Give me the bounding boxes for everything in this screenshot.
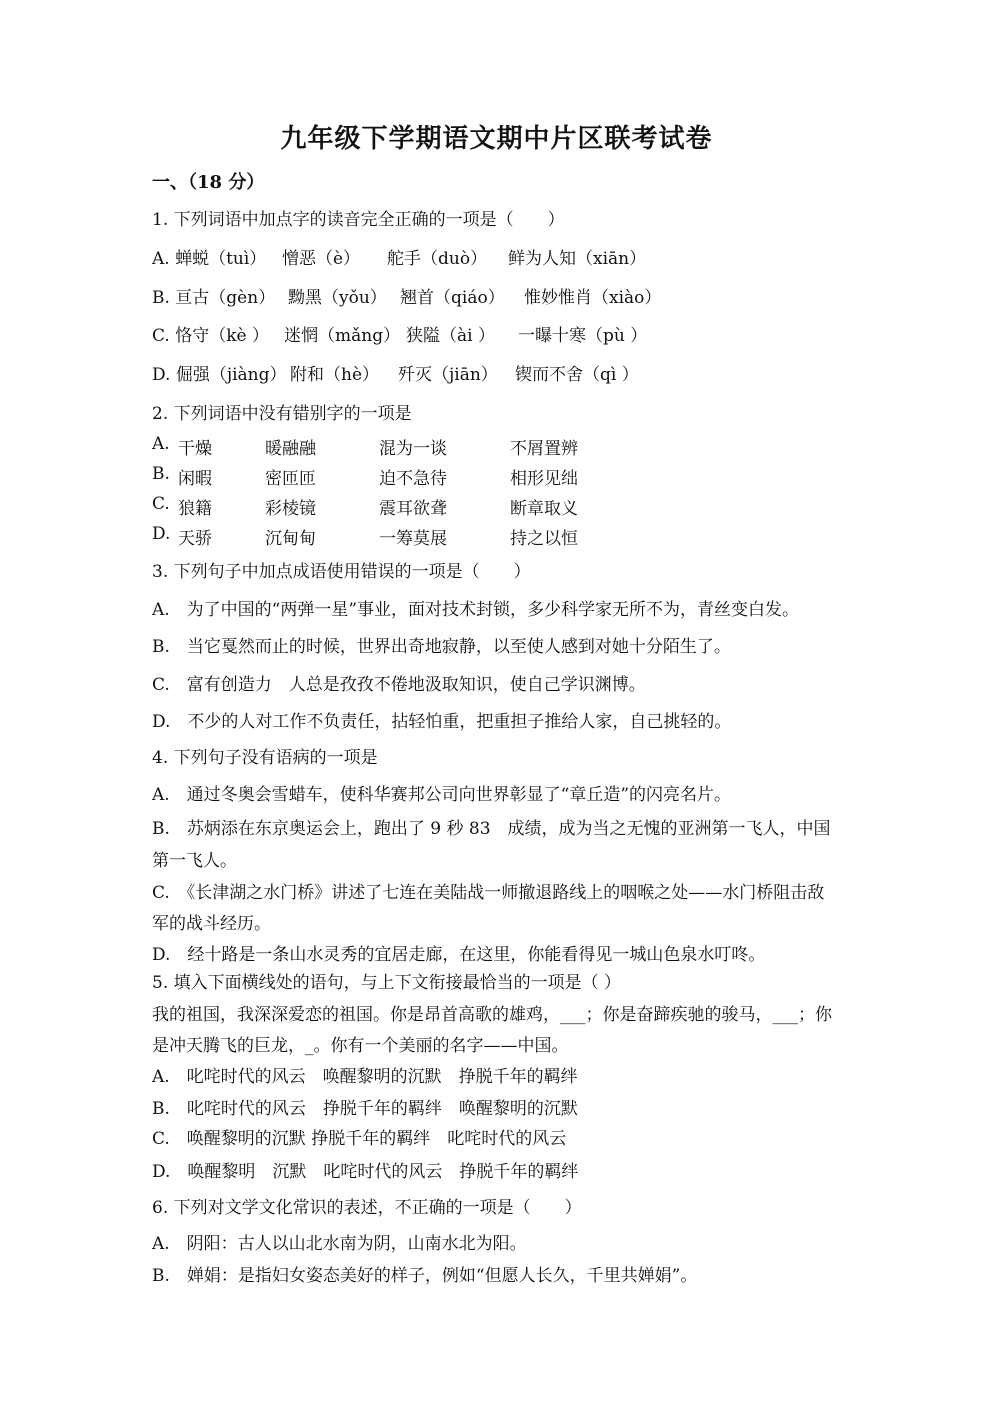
q5-option-c: C. 唤醒黎明的沉默 挣脱千年的羁绊 叱咤时代的风云 (152, 1129, 567, 1149)
q4-option-c-cont: 军的战斗经历。 (152, 914, 271, 934)
q5-option-b: B. 叱咤时代的风云 挣脱千年的羁绊 唤醒黎明的沉默 (152, 1099, 578, 1119)
q5-passage-line-2: 是冲天腾飞的巨龙，_。你有一个美丽的名字——中国。 (152, 1036, 569, 1056)
q4-option-c: C. 《长津湖之水门桥》讲述了七连在美陆战一师撤退路线上的咽喉之处——水门桥阻击敌 (152, 883, 825, 903)
q4-option-a: A. 通过冬奥会雪蜡车，使科华赛邦公司向世界彰显了“章丘造”的闪亮名片。 (152, 785, 732, 805)
question-1-stem: 1. 下列词语中加点字的读音完全正确的一项是（ ） (152, 210, 565, 230)
section-heading: 一、（18 分） (152, 172, 265, 193)
q3-option-c: C. 富有创造力 人总是孜孜不倦地汲取知识，使自己学识渊博。 (152, 675, 646, 695)
question-4-stem: 4. 下列句子没有语病的一项是 (152, 748, 378, 768)
q3-option-d: D. 不少的人对工作不负责任，拈轻怕重，把重担子推给人家，自己挑轻的。 (152, 712, 732, 732)
exam-page: 九年级下学期语文期中片区联考试卷 一、（18 分） 1. 下列词语中加点字的读音完全正确的一项是（ ） A. 蝉蜕（tuì） 憎恶（è） 舵手（duò） 鲜为人知（xiān） B. 亘古（gèn） 黝黑（yǒu） 翘首（qiáo） 惟妙惟肖（xiào） C. 恪守（kè ） 迷惘（mǎng） 狭隘（ài ） 一曝十寒（pù ） D. 倔强（jiàng） 附和（hè） 歼灭（jiān） 锲而不舍（qì ） 2. 下列词语中没有错别字的一项是 A. 干燥 暖融融 混为一谈 不屑置辨 B. 闲暇 密匝匝 迫不急待 相形见绌 C. 狼籍 彩棱镜 震耳欲聋 断章取义 D. 天骄 沉甸甸 一筹莫展 持之以恒 3. 下列句子中加点成语使用错误的一项是（ ） A. 为了中国的“两弹一星”事业，面对技术封锁，多少科学家无所不为，青丝变白发。 B. 当它戛然而止的时候，世界出奇地寂静，以至使人感到对她十分陌生了。 C. 富有创造力 人总是孜孜不倦地汲取知识，使自己学识渊博。 D. 不少的人对工作不负责任，拈轻怕重，把重担子推给人家，自己挑轻的。 4. 下列句子没有语病的一项是 A. 通过冬奥会雪蜡车，使科华赛邦公司向世界彰显了“章丘造”的闪亮名片。 B. 苏炳添在东京奥运会上，跑出了 9 秒 83 成绩，成为当之无愧的亚洲第一飞人，中国 第一飞人。 C. 《长津湖之水门桥》讲述了七连在美陆战一师撤退路线上的咽喉之处——水门桥阻击敌 军的战斗经历。 D. 经十路是一条山水灵秀的宜居走廊，在这里，你能看得见一城山色泉水叮咚。 5. 填入下面横线处的语句，与上下文衔接最恰当的一项是（ ） 我的祖国，我深深爱恋的祖国。你是昂首高歌的雄鸡，___；你是奋蹄疾驰的骏马，___；你 是冲天腾飞的巨龙，_。你有一个美丽的名字——中国。 A. 叱咤时代的风云 唤醒黎明的沉默 挣脱千年的羁绊 B. 叱咤时代的风云 挣脱千年的羁绊 唤醒黎明的沉默 C. 唤醒黎明的沉默 挣脱千年的羁绊 叱咤时代的风云 D. 唤醒黎明 沉默 叱咤时代的风云 挣脱千年的羁绊 6. 下列对文学文化常识的表述，不正确的一项是（ ） A. 阴阳：古人以山北水南为阴，山南水北为阳。 B. 婵娟：是指妇女姿态美好的样子，例如“但愿人长久，千里共婵娟”。 (0, 0, 993, 1404)
q4-option-b-cont: 第一飞人。 (152, 851, 237, 871)
q3-option-b: B. 当它戛然而止的时候，世界出奇地寂静，以至使人感到对她十分陌生了。 (152, 637, 731, 657)
question-3-stem: 3. 下列句子中加点成语使用错误的一项是（ ） (152, 562, 531, 582)
q3-option-a: A. 为了中国的“两弹一星”事业，面对技术封锁，多少科学家无所不为，青丝变白发。 (152, 600, 800, 620)
q5-option-a: A. 叱咤时代的风云 唤醒黎明的沉默 挣脱千年的羁绊 (152, 1067, 578, 1087)
q5-option-d: D. 唤醒黎明 沉默 叱咤时代的风云 挣脱千年的羁绊 (152, 1162, 579, 1182)
q4-option-b: B. 苏炳添在东京奥运会上，跑出了 9 秒 83 成绩，成为当之无愧的亚洲第一飞人，中国 (152, 819, 831, 839)
question-2-stem: 2. 下列词语中没有错别字的一项是 (152, 404, 412, 424)
question-5-stem: 5. 填入下面横线处的语句，与上下文衔接最恰当的一项是（ ） (152, 973, 622, 993)
q6-option-a: A. 阴阳：古人以山北水南为阴，山南水北为阳。 (152, 1234, 527, 1254)
q4-option-d: D. 经十路是一条山水灵秀的宜居走廊，在这里，你能看得见一城山色泉水叮咚。 (152, 945, 766, 965)
question-6-stem: 6. 下列对文学文化常识的表述，不正确的一项是（ ） (152, 1198, 582, 1218)
page-title: 九年级下学期语文期中片区联考试卷 (280, 124, 713, 154)
q6-option-b: B. 婵娟：是指妇女姿态美好的样子，例如“但愿人长久，千里共婵娟”。 (152, 1266, 698, 1286)
q5-passage-line-1: 我的祖国，我深深爱恋的祖国。你是昂首高歌的雄鸡，___；你是奋蹄疾驰的骏马，___；你 (152, 1005, 832, 1025)
